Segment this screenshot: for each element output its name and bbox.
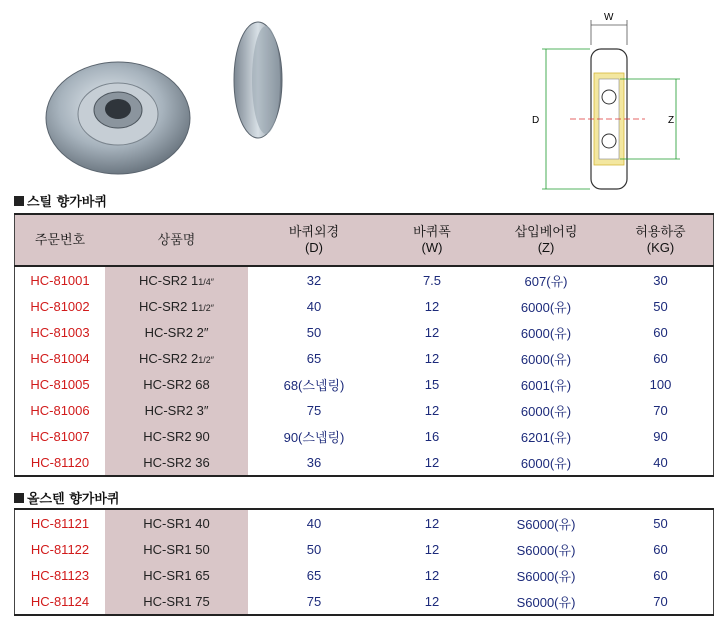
cell-load: 60 bbox=[608, 562, 714, 588]
cell-width: 15 bbox=[424, 376, 440, 392]
cell-product-name: HC-SR1 65 bbox=[105, 562, 248, 588]
cell-outer-diameter: 65 bbox=[306, 567, 322, 583]
cell-order-no: HC-81005 bbox=[15, 371, 106, 397]
cell-width: 12 bbox=[380, 509, 484, 536]
cell-width: 7.5 bbox=[380, 266, 484, 293]
cell-outer-diameter: 32 bbox=[248, 266, 380, 293]
table-row bbox=[15, 423, 714, 449]
cell-product-name: HC-SR2 36 bbox=[105, 449, 248, 476]
cell-product-name: HC-SR2 11/2″ bbox=[105, 293, 248, 319]
cell-order-no: HC-81002 bbox=[15, 293, 106, 319]
steel-wheel-table bbox=[14, 213, 714, 477]
cell-bearing: 6000(유) bbox=[520, 351, 572, 367]
cell-bearing: 6000(유) bbox=[520, 403, 572, 419]
cell-outer-diameter: 65 bbox=[306, 350, 322, 366]
product-photo bbox=[40, 10, 300, 185]
cell-bearing: 6000(유) bbox=[484, 449, 608, 476]
cell-load: 60 bbox=[608, 319, 714, 345]
cell-product-name: HC-SR2 21/2″ bbox=[105, 345, 248, 371]
table-row bbox=[15, 371, 714, 397]
cell-outer-diameter: 50 bbox=[306, 541, 322, 557]
cell-width: 12 bbox=[424, 567, 440, 583]
cell-bearing: S6000(유) bbox=[516, 568, 576, 584]
label-z: Z bbox=[668, 115, 675, 126]
cell-load: 60 bbox=[608, 536, 714, 562]
table-row bbox=[15, 345, 714, 371]
cell-bearing: 6001(유) bbox=[520, 377, 572, 393]
cell-product-name: HC-SR2 68 bbox=[105, 371, 248, 397]
cell-bearing: 607(유) bbox=[484, 266, 608, 293]
table-row bbox=[15, 536, 714, 562]
cell-width: 12 bbox=[424, 324, 440, 340]
cell-product-name: HC-SR2 90 bbox=[105, 423, 248, 449]
table-row bbox=[15, 509, 714, 536]
cell-outer-diameter: 40 bbox=[248, 509, 380, 536]
cell-outer-diameter: 36 bbox=[248, 449, 380, 476]
cell-width: 12 bbox=[380, 449, 484, 476]
cell-load: 50 bbox=[608, 293, 714, 319]
table-row bbox=[15, 319, 714, 345]
cell-order-no: HC-81120 bbox=[15, 449, 106, 476]
header-width: 바퀴폭 (W) bbox=[380, 214, 484, 266]
cell-bearing: S6000(유) bbox=[484, 509, 608, 536]
header-load: 허용하중 (KG) bbox=[608, 214, 714, 266]
cell-load: 100 bbox=[608, 371, 714, 397]
cell-order-no: HC-81003 bbox=[15, 319, 106, 345]
section-title-steel: 스틸 향가바퀴 bbox=[14, 191, 107, 210]
cell-load: 30 bbox=[608, 266, 714, 293]
cell-bearing: 6201(유) bbox=[520, 429, 572, 445]
cell-order-no: HC-81007 bbox=[15, 423, 106, 449]
table-row bbox=[15, 562, 714, 588]
cell-order-no: HC-81121 bbox=[15, 509, 106, 536]
cell-load: 50 bbox=[608, 509, 714, 536]
cell-product-name: HC-SR2 2″ bbox=[105, 319, 248, 345]
label-w: W bbox=[604, 12, 614, 23]
dimension-diagram bbox=[520, 5, 710, 195]
header-order-no: 주문번호 bbox=[15, 214, 106, 266]
cell-order-no: HC-81123 bbox=[15, 562, 106, 588]
cell-product-name: HC-SR1 75 bbox=[105, 588, 248, 615]
cell-width: 12 bbox=[424, 541, 440, 557]
cell-order-no: HC-81001 bbox=[15, 266, 106, 293]
header-outer-diameter: 바퀴외경 (D) bbox=[248, 214, 380, 266]
cell-width: 12 bbox=[380, 588, 484, 615]
cell-outer-diameter: 75 bbox=[306, 402, 322, 418]
cell-bearing: 6000(유) bbox=[520, 299, 572, 315]
cell-product-name: HC-SR2 11/4″ bbox=[105, 266, 248, 293]
cell-product-name: HC-SR1 50 bbox=[105, 536, 248, 562]
table-row bbox=[15, 293, 714, 319]
table-row bbox=[15, 449, 714, 476]
cell-width: 16 bbox=[424, 428, 440, 444]
cell-load: 90 bbox=[608, 423, 714, 449]
cell-load: 70 bbox=[608, 397, 714, 423]
cell-order-no: HC-81122 bbox=[15, 536, 106, 562]
cell-width: 12 bbox=[424, 350, 440, 366]
section-title-stainless: 올스텐 향가바퀴 bbox=[14, 488, 119, 507]
cell-outer-diameter: 50 bbox=[306, 324, 322, 340]
cell-bearing: 6000(유) bbox=[520, 325, 572, 341]
cell-outer-diameter: 40 bbox=[306, 298, 322, 314]
cell-bearing: S6000(유) bbox=[484, 588, 608, 615]
header-bearing: 삽입베어링 (Z) bbox=[484, 214, 608, 266]
cell-bearing: S6000(유) bbox=[516, 542, 576, 558]
cell-width: 12 bbox=[424, 402, 440, 418]
cell-load: 40 bbox=[608, 449, 714, 476]
cell-order-no: HC-81004 bbox=[15, 345, 106, 371]
table-row bbox=[15, 266, 714, 293]
label-d: D bbox=[532, 115, 540, 126]
header-product-name: 상품명 bbox=[105, 214, 248, 266]
cell-load: 60 bbox=[608, 345, 714, 371]
table-row bbox=[15, 397, 714, 423]
stainless-wheel-table bbox=[14, 508, 714, 616]
cell-width: 12 bbox=[424, 298, 440, 314]
cell-outer-diameter: 75 bbox=[248, 588, 380, 615]
cell-order-no: HC-81006 bbox=[15, 397, 106, 423]
cell-outer-diameter: 90(스넵링) bbox=[283, 429, 345, 445]
cell-load: 70 bbox=[608, 588, 714, 615]
cell-product-name: HC-SR1 40 bbox=[105, 509, 248, 536]
table-row bbox=[15, 588, 714, 615]
cell-order-no: HC-81124 bbox=[15, 588, 106, 615]
table-header-row bbox=[15, 214, 714, 266]
cell-product-name: HC-SR2 3″ bbox=[105, 397, 248, 423]
cell-outer-diameter: 68(스넵링) bbox=[283, 377, 345, 393]
